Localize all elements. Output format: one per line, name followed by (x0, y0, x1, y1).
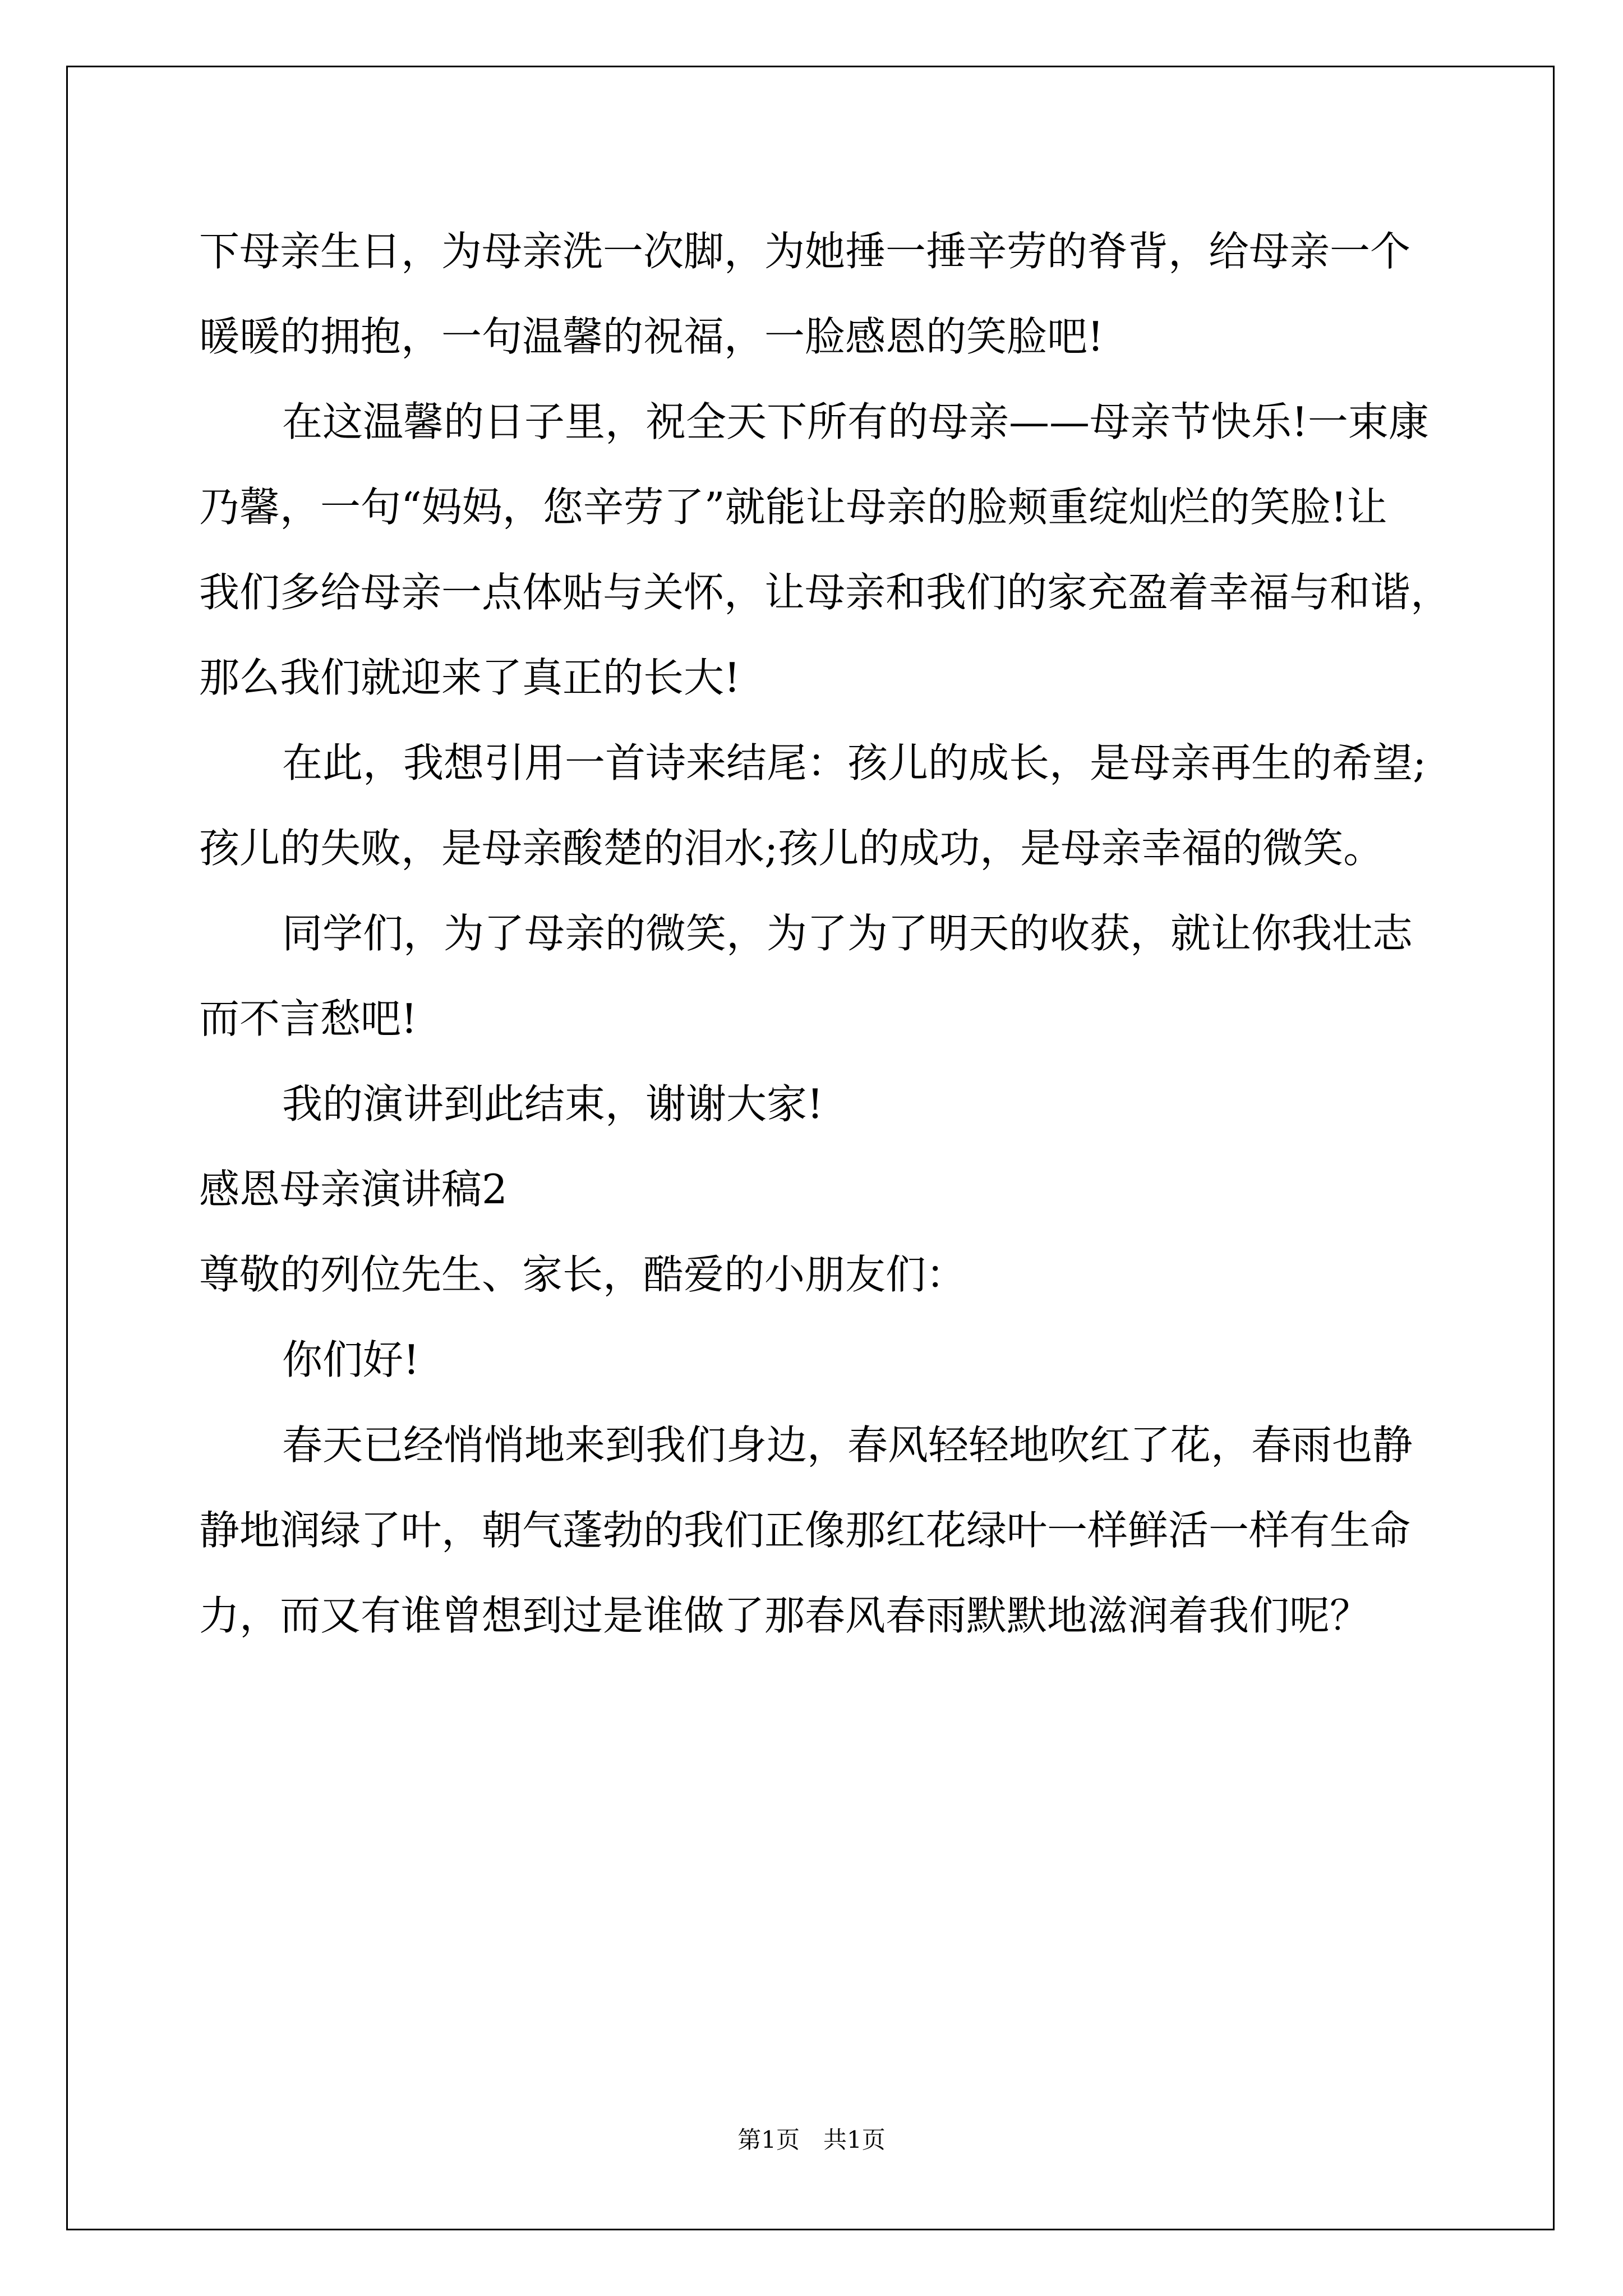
greeting: 你们好! (282, 1336, 419, 1383)
paragraph-start: 春天已经悄悄地来到我们身边，春风轻轻地吹红了花，春雨也静 (282, 1421, 1413, 1469)
paragraph-start: 我的演讲到此结束，谢谢大家! (282, 1080, 823, 1128)
paragraph-start: 在这温馨的日子里，祝全天下所有的母亲——母亲节快乐!一束康 (282, 398, 1429, 445)
text-line: 下母亲生日，为母亲洗一次脚，为她捶一捶辛劳的脊背，给母亲一个 (199, 228, 1411, 275)
page-footer: 第1页 共1页 (737, 2126, 886, 2154)
text-line: 乃馨，一句“妈妈，您辛劳了”就能让母亲的脸颊重绽灿烂的笑脸!让 (199, 484, 1387, 531)
text-line: 静地润绿了叶，朝气蓬勃的我们正像那红花绿叶一样鲜活一样有生命 (199, 1507, 1411, 1554)
salutation: 尊敬的列位先生、家长，酷爱的小朋友们： (199, 1251, 967, 1298)
text-line: 我们多给母亲一点体贴与关怀，让母亲和我们的家充盈着幸福与和谐， (199, 569, 1451, 616)
text-line: 孩儿的失败，是母亲酸楚的泪水;孩儿的成功，是母亲幸福的微笑。 (199, 825, 1384, 872)
text-line: 力，而又有谁曾想到过是谁做了那春风春雨默默地滋润着我们呢？ (199, 1592, 1371, 1639)
paragraph-start: 同学们，为了母亲的微笑，为了为了明天的收获，就让你我壮志 (282, 910, 1413, 957)
text-line: 暖暖的拥抱，一句温馨的祝福，一脸感恩的笑脸吧! (199, 313, 1104, 360)
text-line: 而不言愁吧! (199, 995, 417, 1042)
section-title: 感恩母亲演讲稿2 (199, 1166, 508, 1213)
paragraph-start: 在此，我想引用一首诗来结尾：孩儿的成长，是母亲再生的希望; (282, 739, 1427, 786)
document-body (199, 209, 1450, 1658)
text-line: 那么我们就迎来了真正的长大! (199, 654, 740, 701)
